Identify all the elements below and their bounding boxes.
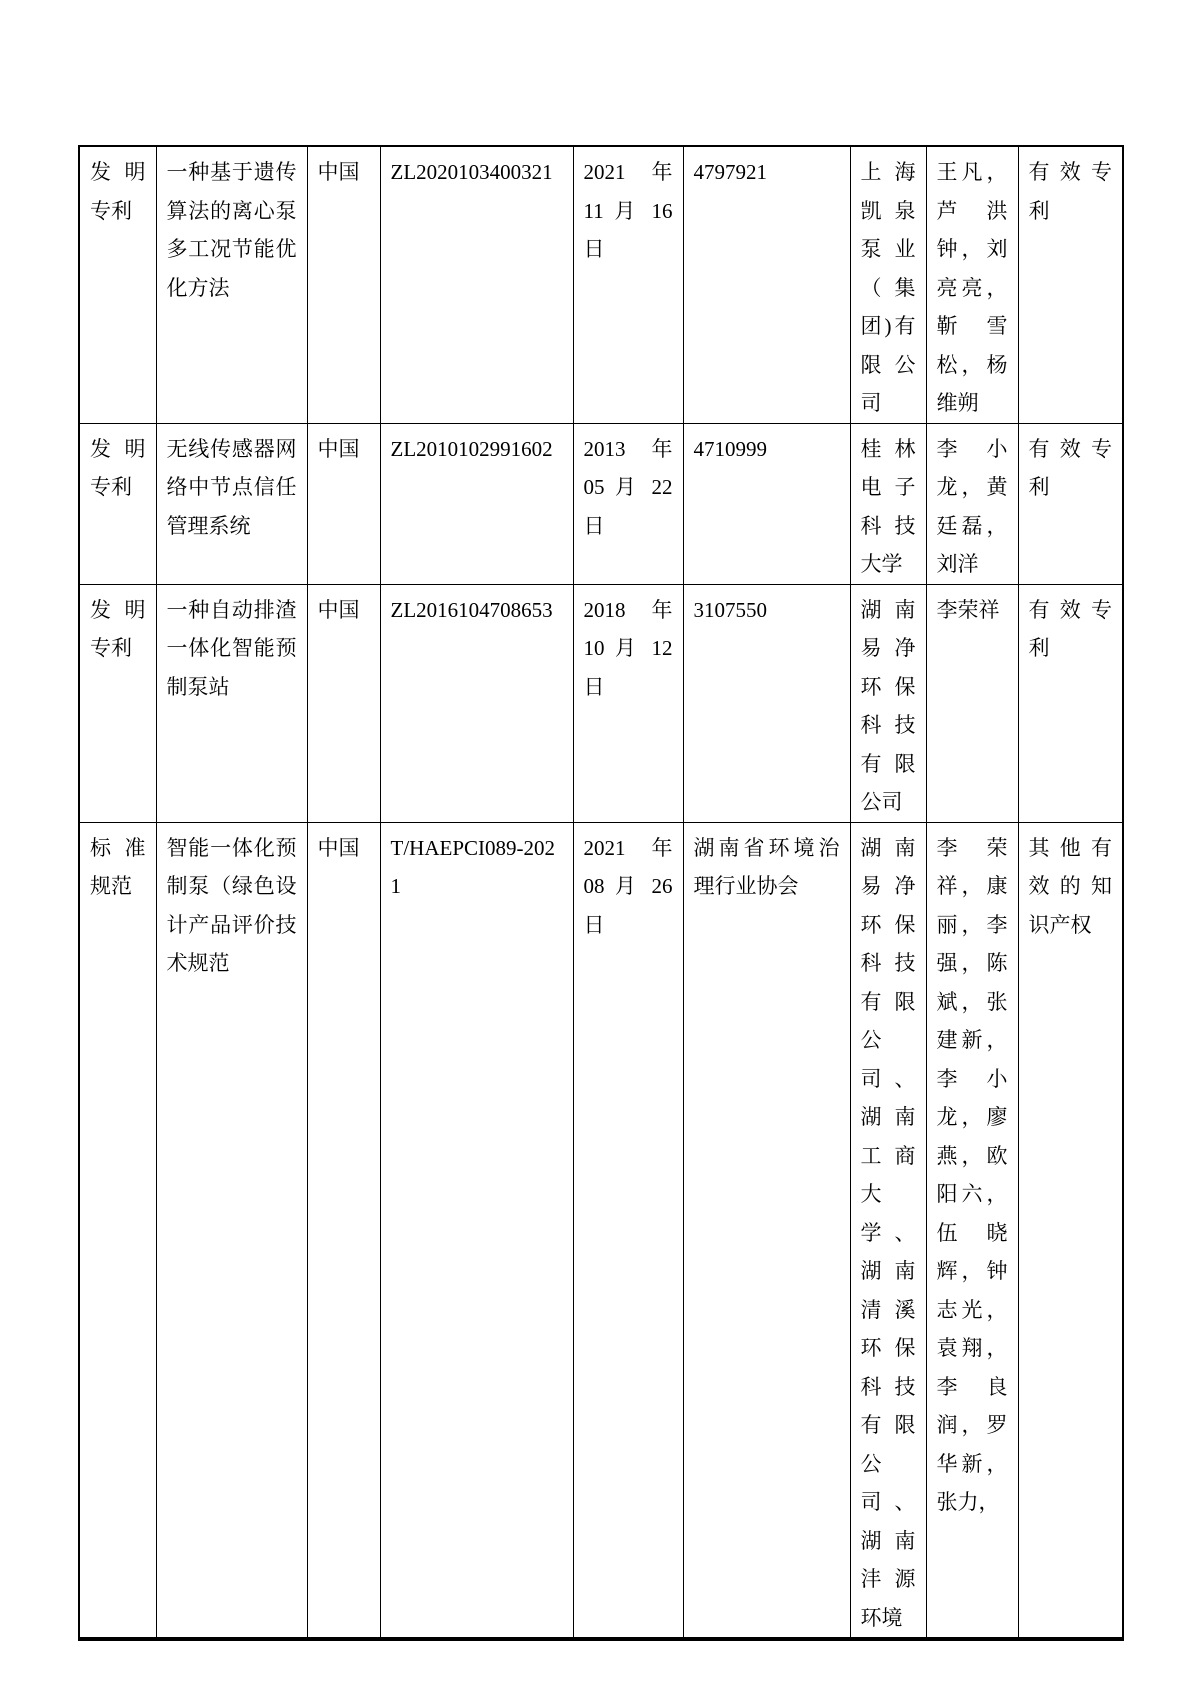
cell-country: 中国 <box>307 146 380 423</box>
cell-inventors: 李小龙，黄廷磊，刘洋 <box>926 423 1018 584</box>
cell-patent-title: 无线传感器网络中节点信任管理系统 <box>156 423 307 584</box>
cell-cert-number: 3107550 <box>683 584 850 822</box>
cell-inventors: 李荣祥，康丽，李强，陈斌，张建新，李小龙，廖燕，欧阳六，伍晓辉，钟志光，袁翔，李良润，罗华新，张力， <box>926 822 1018 1639</box>
cell-patent-title: 智能一体化预制泵（绿色设计产品评价技术规范 <box>156 822 307 1639</box>
cell-status: 其他有效的知识产权 <box>1018 822 1123 1639</box>
cell-rights-holder: 湖南易净环保科技有限公司、湖南工商大学、湖南清溪环保科技有限公司、湖南沣源环境 <box>850 822 926 1639</box>
cell-patent-type: 标准规范 <box>79 822 156 1639</box>
cell-inventors: 王凡，芦洪钟，刘亮亮，靳雪松，杨维朔 <box>926 146 1018 423</box>
cell-rights-holder: 上海凯泉泵业（集团)有限公司 <box>850 146 926 423</box>
cell-patent-type: 发明专利 <box>79 423 156 584</box>
cell-patent-number: ZL2010102991602 <box>380 423 573 584</box>
cell-country: 中国 <box>307 822 380 1639</box>
cell-patent-number: T/HAEPCI089-2021 <box>380 822 573 1639</box>
cell-inventors: 李荣祥 <box>926 584 1018 822</box>
cell-status: 有效专利 <box>1018 584 1123 822</box>
table-row <box>79 423 1123 584</box>
cell-auth-date: 2013 年 05 月 22 日 <box>573 423 683 584</box>
cell-cert-number: 4797921 <box>683 146 850 423</box>
cell-rights-holder: 湖南易净环保科技有限公司 <box>850 584 926 822</box>
table-row <box>79 146 1123 423</box>
cell-cert-number: 4710999 <box>683 423 850 584</box>
table-row <box>79 584 1123 822</box>
cell-patent-title: 一种自动排渣一体化智能预制泵站 <box>156 584 307 822</box>
cell-patent-number: ZL2020103400321 <box>380 146 573 423</box>
table-row <box>79 822 1123 1639</box>
cell-auth-date: 2021 年 11 月 16 日 <box>573 146 683 423</box>
cell-patent-type: 发明专利 <box>79 584 156 822</box>
cell-status: 有效专利 <box>1018 423 1123 584</box>
cell-country: 中国 <box>307 423 380 584</box>
cell-status: 有效专利 <box>1018 146 1123 423</box>
cell-patent-number: ZL2016104708653 <box>380 584 573 822</box>
cell-country: 中国 <box>307 584 380 822</box>
ip-rights-table <box>78 145 1124 1641</box>
cell-auth-date: 2021 年 08 月 26 日 <box>573 822 683 1639</box>
cell-patent-type: 发明专利 <box>79 146 156 423</box>
cell-cert-number: 湖南省环境治理行业协会 <box>683 822 850 1639</box>
cell-auth-date: 2018 年 10 月 12 日 <box>573 584 683 822</box>
cell-rights-holder: 桂林电子科技大学 <box>850 423 926 584</box>
cell-patent-title: 一种基于遗传算法的离心泵多工况节能优化方法 <box>156 146 307 423</box>
